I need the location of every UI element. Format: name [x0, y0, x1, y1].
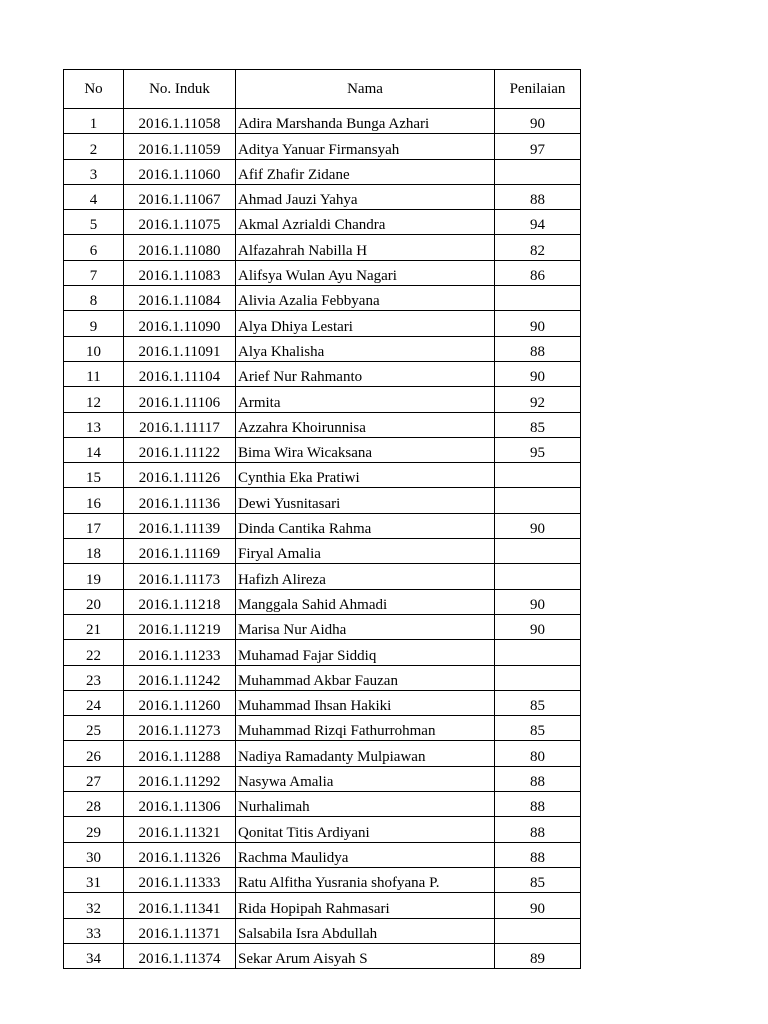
cell-no-induk: 2016.1.11333: [124, 867, 236, 892]
cell-nama: Ahmad Jauzi Yahya: [236, 184, 495, 209]
cell-penilaian: 88: [495, 336, 581, 361]
cell-no-induk: 2016.1.11273: [124, 716, 236, 741]
cell-nama: Nadiya Ramadanty Mulpiawan: [236, 741, 495, 766]
cell-no: 2: [64, 134, 124, 159]
cell-penilaian: 80: [495, 741, 581, 766]
cell-no-induk: 2016.1.11059: [124, 134, 236, 159]
header-nama: Nama: [236, 70, 495, 109]
cell-penilaian: 88: [495, 792, 581, 817]
cell-penilaian: [495, 665, 581, 690]
cell-nama: Muhammad Rizqi Fathurrohman: [236, 716, 495, 741]
table-row: [64, 614, 581, 639]
cell-penilaian: [495, 640, 581, 665]
cell-penilaian: 90: [495, 109, 581, 134]
cell-nama: Manggala Sahid Ahmadi: [236, 589, 495, 614]
cell-no-induk: 2016.1.11083: [124, 260, 236, 285]
cell-no: 26: [64, 741, 124, 766]
cell-no-induk: 2016.1.11218: [124, 589, 236, 614]
cell-penilaian: 97: [495, 134, 581, 159]
table-row: [64, 109, 581, 134]
table-row: [64, 918, 581, 943]
cell-no: 13: [64, 412, 124, 437]
table-row: [64, 184, 581, 209]
cell-nama: Dinda Cantika Rahma: [236, 513, 495, 538]
cell-nama: Nasywa Amalia: [236, 766, 495, 791]
table-row: [64, 716, 581, 741]
cell-no: 12: [64, 387, 124, 412]
cell-no: 32: [64, 893, 124, 918]
cell-penilaian: 85: [495, 716, 581, 741]
cell-nama: Muhammad Akbar Fauzan: [236, 665, 495, 690]
cell-nama: Rachma Maulidya: [236, 842, 495, 867]
table-row: [64, 893, 581, 918]
table-row: [64, 311, 581, 336]
cell-no: 19: [64, 564, 124, 589]
cell-nama: Qonitat Titis Ardiyani: [236, 817, 495, 842]
cell-no: 34: [64, 943, 124, 968]
cell-no: 9: [64, 311, 124, 336]
cell-nama: Bima Wira Wicaksana: [236, 437, 495, 462]
cell-nama: Hafizh Alireza: [236, 564, 495, 589]
header-penilaian: Penilaian: [495, 70, 581, 109]
cell-no: 6: [64, 235, 124, 260]
cell-no: 5: [64, 210, 124, 235]
cell-penilaian: 92: [495, 387, 581, 412]
cell-no: 22: [64, 640, 124, 665]
cell-no: 23: [64, 665, 124, 690]
cell-no-induk: 2016.1.11292: [124, 766, 236, 791]
table-row: [64, 210, 581, 235]
cell-nama: Alifsya Wulan Ayu Nagari: [236, 260, 495, 285]
cell-no-induk: 2016.1.11090: [124, 311, 236, 336]
cell-no-induk: 2016.1.11169: [124, 539, 236, 564]
cell-nama: Sekar Arum Aisyah S: [236, 943, 495, 968]
cell-no-induk: 2016.1.11341: [124, 893, 236, 918]
cell-no-induk: 2016.1.11139: [124, 513, 236, 538]
cell-nama: Firyal Amalia: [236, 539, 495, 564]
cell-nama: Rida Hopipah Rahmasari: [236, 893, 495, 918]
cell-penilaian: 85: [495, 412, 581, 437]
table-row: [64, 741, 581, 766]
cell-no-induk: 2016.1.11106: [124, 387, 236, 412]
cell-nama: Cynthia Eka Pratiwi: [236, 463, 495, 488]
table-row: [64, 867, 581, 892]
cell-no: 1: [64, 109, 124, 134]
cell-no-induk: 2016.1.11058: [124, 109, 236, 134]
cell-penilaian: 90: [495, 589, 581, 614]
cell-penilaian: [495, 918, 581, 943]
table-row: [64, 539, 581, 564]
cell-nama: Nurhalimah: [236, 792, 495, 817]
table-row: [64, 513, 581, 538]
table-row: [64, 159, 581, 184]
cell-penilaian: [495, 159, 581, 184]
cell-no: 11: [64, 361, 124, 386]
table-row: [64, 336, 581, 361]
table-row: [64, 640, 581, 665]
cell-nama: Aditya Yanuar Firmansyah: [236, 134, 495, 159]
cell-no: 33: [64, 918, 124, 943]
cell-nama: Afif Zhafir Zidane: [236, 159, 495, 184]
table-row: [64, 792, 581, 817]
cell-no-induk: 2016.1.11104: [124, 361, 236, 386]
cell-no-induk: 2016.1.11075: [124, 210, 236, 235]
table-row: [64, 387, 581, 412]
header-no-induk: No. Induk: [124, 70, 236, 109]
cell-no-induk: 2016.1.11080: [124, 235, 236, 260]
cell-no: 21: [64, 614, 124, 639]
cell-penilaian: 88: [495, 766, 581, 791]
table-row: [64, 842, 581, 867]
cell-nama: Adira Marshanda Bunga Azhari: [236, 109, 495, 134]
cell-no-induk: 2016.1.11242: [124, 665, 236, 690]
table-row: [64, 134, 581, 159]
cell-no-induk: 2016.1.11067: [124, 184, 236, 209]
cell-no: 4: [64, 184, 124, 209]
cell-no: 29: [64, 817, 124, 842]
cell-no-induk: 2016.1.11233: [124, 640, 236, 665]
cell-penilaian: [495, 463, 581, 488]
table-row: [64, 437, 581, 462]
table-row: [64, 943, 581, 968]
cell-nama: Azzahra Khoirunnisa: [236, 412, 495, 437]
cell-nama: Akmal Azrialdi Chandra: [236, 210, 495, 235]
table-row: [64, 665, 581, 690]
cell-penilaian: 85: [495, 690, 581, 715]
cell-penilaian: 89: [495, 943, 581, 968]
table-body: [64, 109, 581, 969]
cell-nama: Salsabila Isra Abdullah: [236, 918, 495, 943]
cell-no: 30: [64, 842, 124, 867]
cell-no: 20: [64, 589, 124, 614]
cell-nama: Alivia Azalia Febbyana: [236, 286, 495, 311]
cell-penilaian: 85: [495, 867, 581, 892]
cell-penilaian: 90: [495, 513, 581, 538]
cell-no: 16: [64, 488, 124, 513]
cell-no-induk: 2016.1.11371: [124, 918, 236, 943]
table-row: [64, 690, 581, 715]
cell-no-induk: 2016.1.11091: [124, 336, 236, 361]
student-score-table: [63, 69, 581, 969]
cell-penilaian: 88: [495, 842, 581, 867]
cell-no: 3: [64, 159, 124, 184]
cell-no: 15: [64, 463, 124, 488]
cell-penilaian: 86: [495, 260, 581, 285]
table-row: [64, 412, 581, 437]
table-row: [64, 564, 581, 589]
cell-penilaian: 94: [495, 210, 581, 235]
cell-penilaian: 90: [495, 311, 581, 336]
cell-nama: Muhamad Fajar Siddiq: [236, 640, 495, 665]
cell-nama: Alya Khalisha: [236, 336, 495, 361]
table-row: [64, 488, 581, 513]
cell-no: 18: [64, 539, 124, 564]
cell-nama: Dewi Yusnitasari: [236, 488, 495, 513]
table-row: [64, 463, 581, 488]
cell-no-induk: 2016.1.11326: [124, 842, 236, 867]
cell-no-induk: 2016.1.11173: [124, 564, 236, 589]
cell-penilaian: 88: [495, 817, 581, 842]
cell-nama: Alya Dhiya Lestari: [236, 311, 495, 336]
cell-nama: Alfazahrah Nabilla H: [236, 235, 495, 260]
cell-penilaian: [495, 286, 581, 311]
table-row: [64, 235, 581, 260]
cell-no: 27: [64, 766, 124, 791]
cell-no-induk: 2016.1.11126: [124, 463, 236, 488]
cell-penilaian: 90: [495, 614, 581, 639]
cell-no-induk: 2016.1.11306: [124, 792, 236, 817]
cell-penilaian: [495, 488, 581, 513]
cell-no-induk: 2016.1.11136: [124, 488, 236, 513]
cell-penilaian: 88: [495, 184, 581, 209]
cell-penilaian: 90: [495, 893, 581, 918]
cell-no: 24: [64, 690, 124, 715]
cell-penilaian: [495, 564, 581, 589]
cell-nama: Muhammad Ihsan Hakiki: [236, 690, 495, 715]
cell-no-induk: 2016.1.11122: [124, 437, 236, 462]
cell-no-induk: 2016.1.11374: [124, 943, 236, 968]
cell-nama: Marisa Nur Aidha: [236, 614, 495, 639]
cell-no-induk: 2016.1.11060: [124, 159, 236, 184]
cell-no: 25: [64, 716, 124, 741]
cell-penilaian: 82: [495, 235, 581, 260]
cell-no: 31: [64, 867, 124, 892]
table-header: [64, 70, 581, 109]
cell-no: 10: [64, 336, 124, 361]
cell-penilaian: 90: [495, 361, 581, 386]
table-row: [64, 817, 581, 842]
cell-no: 17: [64, 513, 124, 538]
cell-nama: Arief Nur Rahmanto: [236, 361, 495, 386]
cell-no-induk: 2016.1.11321: [124, 817, 236, 842]
table-row: [64, 589, 581, 614]
cell-no: 8: [64, 286, 124, 311]
cell-no: 28: [64, 792, 124, 817]
cell-penilaian: 95: [495, 437, 581, 462]
cell-no-induk: 2016.1.11219: [124, 614, 236, 639]
cell-nama: Ratu Alfitha Yusrania shofyana P.: [236, 867, 495, 892]
cell-no: 14: [64, 437, 124, 462]
cell-no-induk: 2016.1.11084: [124, 286, 236, 311]
cell-penilaian: [495, 539, 581, 564]
cell-nama: Armita: [236, 387, 495, 412]
cell-no-induk: 2016.1.11117: [124, 412, 236, 437]
cell-no-induk: 2016.1.11288: [124, 741, 236, 766]
table-row: [64, 286, 581, 311]
header-no: No: [64, 70, 124, 109]
header-row: [64, 70, 581, 109]
cell-no-induk: 2016.1.11260: [124, 690, 236, 715]
table-row: [64, 766, 581, 791]
table-row: [64, 260, 581, 285]
cell-no: 7: [64, 260, 124, 285]
table-row: [64, 361, 581, 386]
